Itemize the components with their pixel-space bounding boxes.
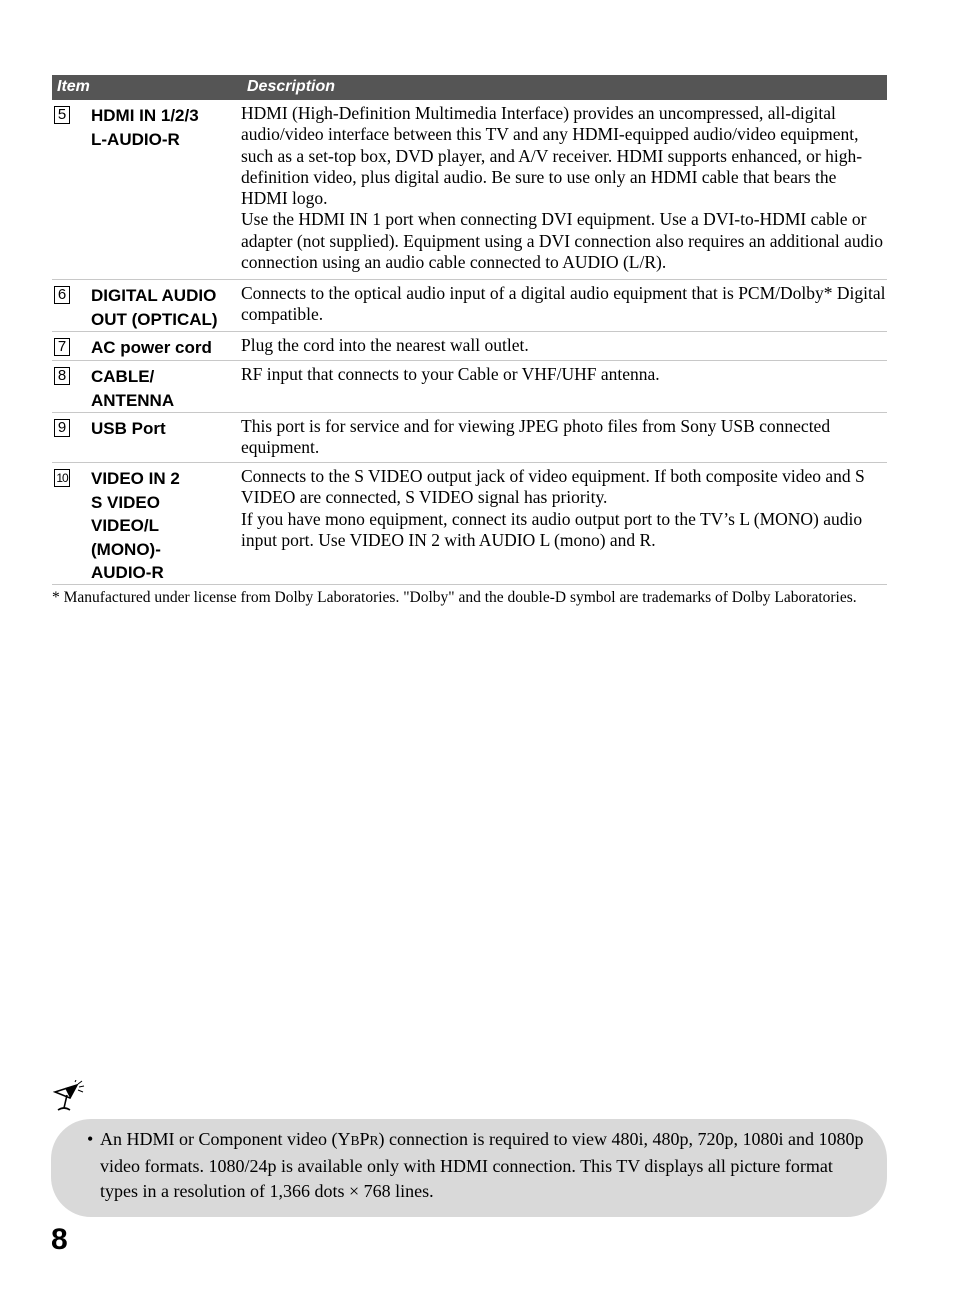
item-number: 8 <box>54 367 70 385</box>
description-paragraph: RF input that connects to your Cable or VHF/UHF antenna. <box>241 364 660 384</box>
table-header <box>52 75 887 100</box>
item-name: USB Port <box>91 419 166 438</box>
table-row <box>52 100 887 280</box>
item-number: 10 <box>54 469 70 487</box>
description-paragraph: Connects to the optical audio input of a digital audio equipment that is PCM/Dolby* Digital compatible. <box>241 283 886 325</box>
item-number: 6 <box>54 286 70 304</box>
item-name: CABLE/ ANTENNA <box>91 367 175 410</box>
description-paragraph: Connects to the S VIDEO output jack of video equipment. If both composite video and S VIDEO are connected, S VIDEO signal has priority. <box>241 466 865 508</box>
item-description <box>241 466 886 551</box>
item-name: DIGITAL AUDIO OUT (OPTICAL) <box>91 286 218 329</box>
connections-table <box>52 75 887 585</box>
description-paragraph: This port is for service and for viewing JPEG photo files from Sony USB connected equipment. <box>241 416 831 458</box>
item-number: 9 <box>54 419 70 437</box>
header-item: Item <box>57 78 90 95</box>
item-number: 5 <box>54 106 70 124</box>
table-row <box>52 280 887 332</box>
table-row <box>52 332 887 361</box>
item-description <box>241 364 886 385</box>
description-paragraph: Plug the cord into the nearest wall outlet. <box>241 335 529 355</box>
dolby-footnote: * Manufactured under license from Dolby Laboratories. "Dolby" and the double-D symbol are trademarks of Dolby Laboratories. <box>52 589 857 606</box>
item-name: AC power cord <box>91 338 212 357</box>
bullet: • <box>87 1129 94 1149</box>
item-name: VIDEO IN 2 S VIDEO VIDEO/L (MONO)- AUDIO-R <box>91 469 180 582</box>
description-paragraph: If you have mono equipment, connect its audio output port to the TV’s L (MONO) audio input port. Use VIDEO IN 2 with AUDIO L (mono) and R. <box>241 508 863 550</box>
item-description <box>241 283 886 326</box>
note-box <box>51 1119 887 1217</box>
header-description: Description <box>247 78 336 95</box>
item-description <box>241 335 886 356</box>
table-row <box>52 413 887 463</box>
table-row <box>52 463 887 585</box>
description-paragraph: HDMI (High-Definition Multimedia Interface) provides an uncompressed, all-digital audio/video interface between this TV and any HDMI-equipped audio/video equipment, such as a set-top box, DVD player, and A/V receiver. HDMI supports enhanced, or high-definition video, plus digital audio. Be sure to use only an HDMI cable that bears the HDMI logo. <box>241 103 863 209</box>
note-text: • An HDMI or Component video (YBPR) connection is required to view 480i, 480p, 720p, 1080i and 1080p video formats. 1080/24p is available only with HDMI connection. This TV displays all picture format types in a resolution of 1,366 dots × 768 lines. <box>87 1129 864 1201</box>
item-name: HDMI IN 1/2/3 L-AUDIO-R <box>91 106 199 149</box>
hint-icon <box>53 1080 89 1114</box>
table-row <box>52 361 887 413</box>
item-number: 7 <box>54 338 70 356</box>
page-number: 8 <box>51 1223 68 1256</box>
item-description <box>241 103 886 273</box>
item-description <box>241 416 886 459</box>
description-paragraph: Use the HDMI IN 1 port when connecting DVI equipment. Use a DVI-to-HDMI cable or adapter (not supplied). Equipment using a DVI connection also requires an additional audio connection using an audio cable connected to AUDIO (L/R). <box>241 209 883 273</box>
